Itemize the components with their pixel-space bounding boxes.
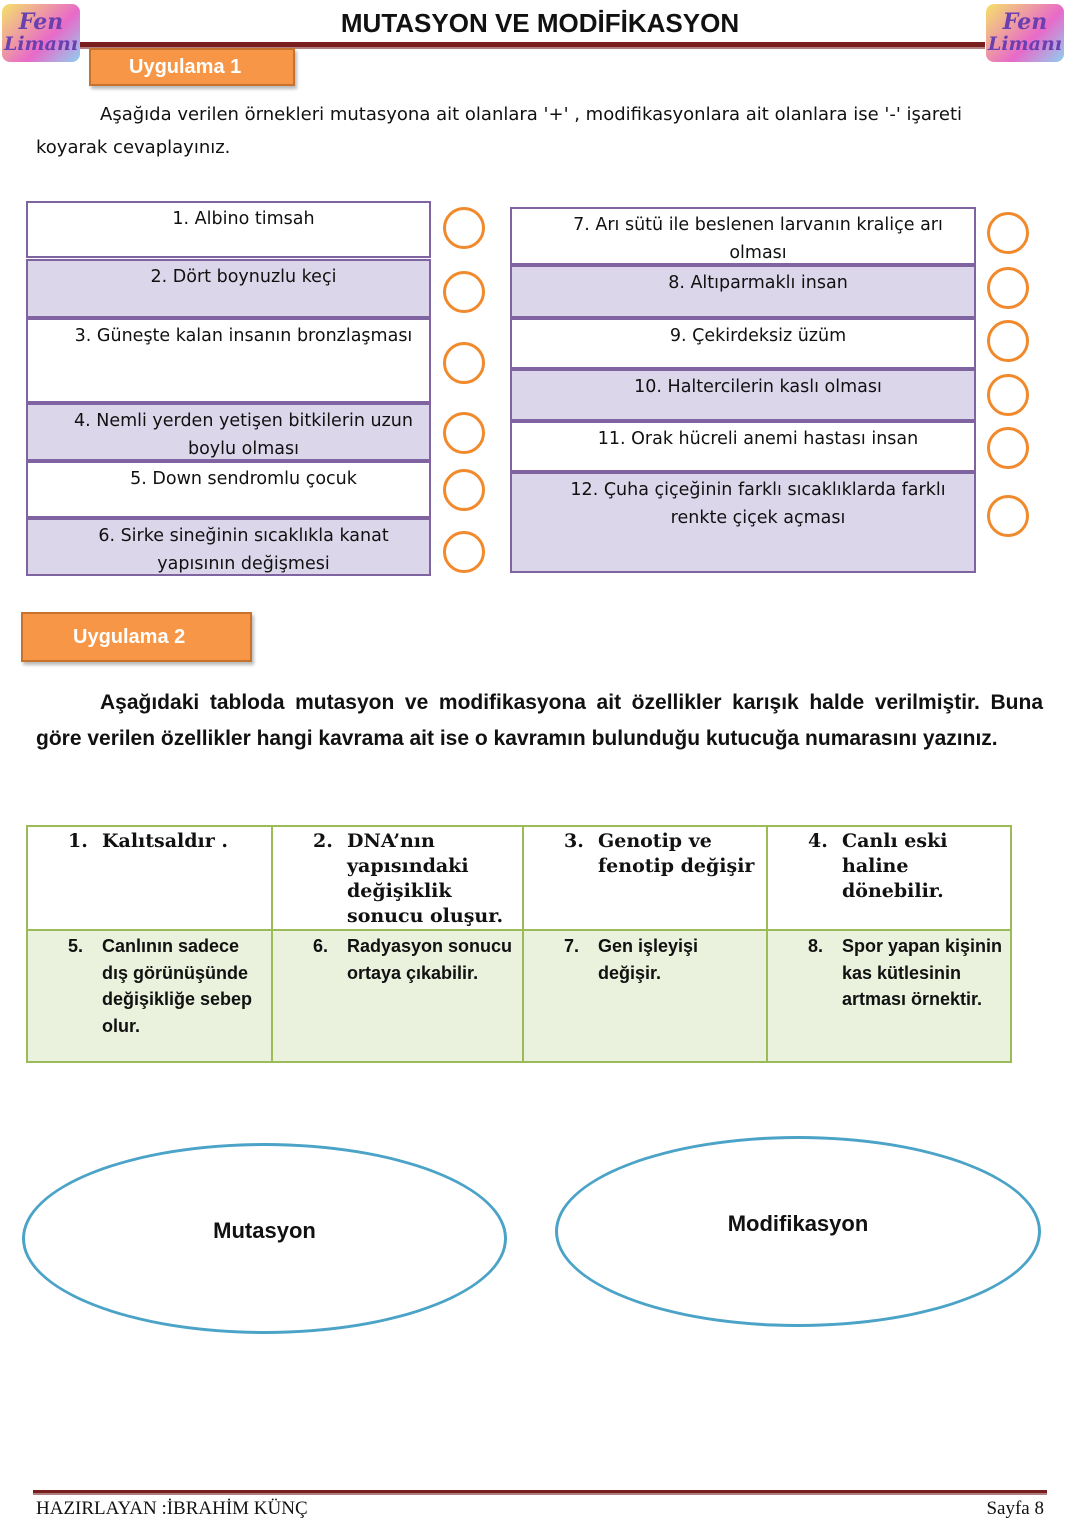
- feature-cell: [522, 825, 768, 931]
- fen-limani-logo-left: Fen Limanı: [2, 4, 80, 62]
- mutasyon-answer-box[interactable]: [22, 1143, 507, 1334]
- feature-text: DNA’nın yapısındaki değişiklik sonucu oluşur.: [347, 830, 504, 927]
- feature-cell: [26, 825, 273, 931]
- answer-circle[interactable]: [987, 374, 1029, 416]
- feature-cell: [26, 929, 273, 1063]
- feature-cell: [766, 929, 1012, 1063]
- example-item: 12. Çuha çiçeğinin farklı sıcaklıklarda farklı renkte çiçek açması: [510, 472, 976, 573]
- feature-text: Kalıtsaldır .: [102, 830, 229, 852]
- answer-circle[interactable]: [987, 320, 1029, 362]
- feature-number: 6.: [313, 936, 329, 956]
- answer-circle[interactable]: [987, 212, 1029, 254]
- example-item: 8. Altıparmaklı insan: [510, 265, 976, 318]
- modifikasyon-label: Modifikasyon: [727, 1211, 869, 1236]
- feature-text: Spor yapan kişinin kas kütlesinin artması örnektir.: [842, 936, 1003, 1009]
- feature-number: 8.: [808, 936, 824, 956]
- section-label-uygulama-2: Uygulama 2: [21, 612, 252, 662]
- feature-cell: [271, 929, 524, 1063]
- answer-circle[interactable]: [443, 412, 485, 454]
- example-item: 4. Nemli yerden yetişen bitkilerin uzun boylu olması: [26, 403, 431, 461]
- fen-limani-logo-right: Fen Limanı: [986, 4, 1064, 62]
- feature-text: Canlının sadece dış görünüşünde değişikliğe sebep olur.: [102, 936, 253, 1036]
- feature-text: Gen işleyişi değişir.: [598, 936, 699, 983]
- answer-circle[interactable]: [443, 342, 485, 384]
- answer-circle[interactable]: [987, 267, 1029, 309]
- footer-divider: [33, 1490, 1047, 1495]
- example-item: 2. Dört boynuzlu keçi: [26, 259, 431, 318]
- feature-text: Radyasyon sonucu ortaya çıkabilir.: [347, 936, 513, 983]
- footer-page-number: Sayfa 8: [986, 1498, 1044, 1519]
- answer-circle[interactable]: [443, 469, 485, 511]
- feature-cell: [522, 929, 768, 1063]
- footer-author: HAZIRLAYAN :İBRAHİM KÜNÇ: [36, 1498, 308, 1519]
- section-label-uygulama-1: Uygulama 1: [89, 48, 295, 86]
- example-item: 3. Güneşte kalan insanın bronzlaşması: [26, 318, 431, 403]
- answer-circle[interactable]: [443, 271, 485, 313]
- example-item: 11. Orak hücreli anemi hastası insan: [510, 421, 976, 472]
- feature-text: Genotip ve fenotip değişir: [598, 830, 755, 877]
- example-item: 9. Çekirdeksiz üzüm: [510, 318, 976, 369]
- feature-number: 3.: [564, 830, 584, 852]
- feature-cell: [271, 825, 524, 931]
- example-item: 5. Down sendromlu çocuk: [26, 461, 431, 518]
- example-item: 10. Haltercilerin kaslı olması: [510, 369, 976, 421]
- answer-circle[interactable]: [987, 495, 1029, 537]
- instruction-1: [36, 98, 1044, 164]
- page-title: MUTASYON VE MODİFİKASYON: [340, 8, 740, 38]
- instruction-line: koyarak cevaplayınız.: [36, 137, 231, 158]
- mutasyon-label: Mutasyon: [213, 1218, 316, 1243]
- feature-number: 7.: [564, 936, 580, 956]
- example-item: 6. Sirke sineğinin sıcaklıkla kanat yapısının değişmesi: [26, 518, 431, 576]
- example-item: 7. Arı sütü ile beslenen larvanın kraliçe arı olması: [510, 207, 976, 265]
- feature-cell: [766, 825, 1012, 931]
- feature-number: 2.: [313, 830, 333, 852]
- feature-text: Canlı eski haline dönebilir.: [842, 830, 948, 902]
- example-item: 1. Albino timsah: [26, 201, 431, 258]
- answer-circle[interactable]: [443, 207, 485, 249]
- answer-circle[interactable]: [987, 427, 1029, 469]
- answer-circle[interactable]: [443, 531, 485, 573]
- feature-number: 5.: [68, 936, 84, 956]
- instruction-2: Aşağıdaki tabloda mutasyon ve modifikasyona ait özellikler karışık halde verilmiştir. Buna göre verilen özellikler hangi kavrama ait ise o kavramın bulunduğu kutucuğa numarasını yazınız.: [36, 691, 1043, 750]
- modifikasyon-answer-box[interactable]: [555, 1136, 1041, 1327]
- instruction-line: Aşağıda verilen örnekleri mutasyona ait olanlara '+' , modifikasyonlara ait olanlara ise '-' işareti: [100, 104, 963, 125]
- feature-number: 1.: [68, 830, 88, 852]
- feature-number: 4.: [808, 830, 828, 852]
